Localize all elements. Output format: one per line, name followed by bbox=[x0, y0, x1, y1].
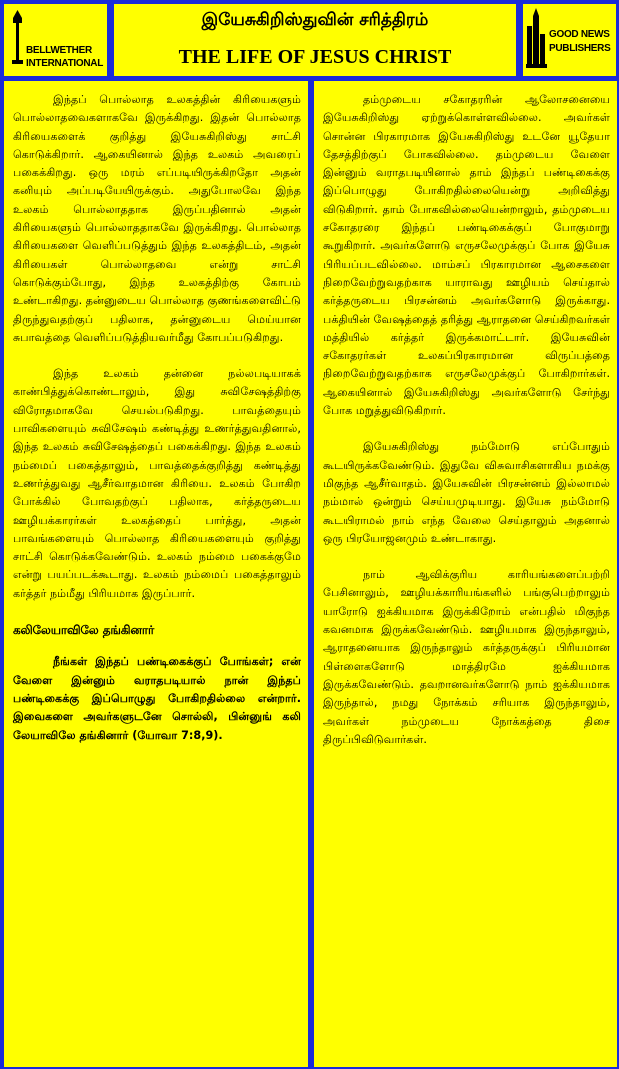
logo-line2: PUBLISHERS bbox=[549, 43, 611, 54]
title-banner bbox=[113, 3, 517, 77]
left-paragraph-1: இந்தப் பொல்லாத உலகத்தின் கிரியைகளும் பொல்லாதவைகளாகவே இருக்கிறது. இதன் பொல்லாத கிரியைகளைக் குறித்து இயேசுகிறிஸ்து சாட்சி கொடுக்கிறார். ஆகையினால் இந்த உலகம் அவரைப் பகைக்கிறது. ஒரு மரம் எப்படியிருக்கிறதோ அதன் கனியும் அப்படியேயிருக்கும். அதுபோலவே இந்த உலகம் பொல்லாததாக இருப்பதினால் அதன் கிரியைகளும் பொல்லாததாகவே இருக்கிறது. பொல்லாத கிரியைகளை வெளிப்படுத்தும் இந்த உலகத்திடம், அதன் கிரியைகள் பொல்லாதவை என்று சாட்சி கொடுக்கும்போது, இந்த உலகத்திற்கு கோபம் உண்டாகிறது. தன்னுடைய பொல்லாத குணங்களைவிட்டு திருந்துவதற்குப் பதிலாக, தன்னுடைய மெய்யான சுபாவத்தை வெளிப்படுத்தியவர்மீது கோபப்படுகிறது. bbox=[13, 93, 301, 344]
title-tamil: இயேசுகிறிஸ்துவின் சரித்திரம் bbox=[201, 10, 429, 30]
logo-line1: GOOD NEWS bbox=[549, 29, 610, 40]
title-english: THE LIFE OF JESUS CHRIST bbox=[178, 46, 452, 68]
right-paragraph-1: தம்முடைய சகோதரரின் ஆலோசனையை இயேசுகிறிஸ்து ஏற்றுக்கொள்ளவில்லை. அவர்கள் சொன்ன பிரகாரமாக இயேசுகிறிஸ்து உடனே யூதேயா தேசத்திற்குப் போகவில்லை. தம்முடைய வேளை இன்னும் வராதபடியினால் தாம் இந்தப் பண்டிகைக்கு இப்பொழுது போகிறதில்லையென்று அறிவித்து விடுகிறார். தாம் போகவில்லையென்றாலும், தம்முடைய சகோதரரை இந்தப் பண்டிகைக்குப் போகுமாறு கூறுகிறார். அவர்களோடு எருசலேமுக்குப் போக இயேசு பிரியப்படவில்லை. மாம்சப் பிரகாரமான ஆசைகளை நிறைவேற்றுவதற்காக யாராவது ஊழியம் செய்தால் கர்த்தருடைய பிரசன்னம் அவர்களோடு இருக்காது. பக்தியின் வேஷத்தைத் தரித்து ஆராதனை செய்கிறவர்கள் மத்தியில் கர்த்தர் இருக்கமாட்டார். இயேசுவின் சகோதரர்கள் உலகப்பிரகாரமான விருப்பத்தை நிறைவேற்றுவதற்காக எருசலேமுக்குப் போகிறார்கள். ஆகையினால் இயேசுகிறிஸ்து அவர்களோடு சேர்ந்து போக மறுத்துவிடுகிறார். bbox=[323, 93, 610, 418]
section-heading: கலிலேயாவிலே தங்கினார் bbox=[13, 623, 155, 638]
left-column bbox=[3, 80, 309, 1068]
right-paragraph-2: இயேசுகிறிஸ்து நம்மோடு எப்போதும் கூடயிருக்கவேண்டும். இதுவே விசுவாசிகளாகிய நமக்கு மிகுந்த ஆசீர்வாதம். இயேசுவின் பிரசன்னம் இல்லாமல் நம்மால் ஒன்றும் செய்யமுடியாது. இயேசு நம்மோடு கூடயிராமல் நாம் எந்த வேலை செய்தாலும் அதனால் ஒரு பிரயோஜனமும் உண்டாகாது. bbox=[323, 440, 610, 545]
right-column bbox=[313, 80, 618, 1068]
good-news-logo bbox=[522, 3, 617, 77]
scripture-quote: நீங்கள் இந்தப் பண்டிகைக்குப் போங்கள்; என் வேளை இன்னும் வராதபடியால் நான் இந்தப் பண்டிகைக்கு இப்பொழுது போகிறதில்லை என்றார். இவைகளை அவர்களுடனே சொல்லி, பின்னுங் கலி லேயாவிலே தங்கினார் (யோவா 7:8,9). bbox=[13, 655, 301, 742]
right-paragraph-3: நாம் ஆவிக்குரிய காரியங்களைப்பற்றி பேசினாலும், ஊழியக்காரியங்களில் பங்குபெற்றாலும் யாரோடு ஐக்கியமாக இருக்கிறோம் என்பதில் மிகுந்த கவனமாக இருக்கவேண்டும். ஊழியமாக இருந்தாலும், ஆராதனையாக இருந்தாலும் கர்த்தருக்குப் பிரியமான பிள்ளைகளோடு மாத்திரமே ஐக்கியமாக இருக்கவேண்டும். தவறானவர்களோடு நாம் ஐக்கியமாக இருந்தால், நமது நோக்கம் சரியாக இருந்தாலும், அவர்கள் நம்முடைய நோக்கத்தை திசை திருப்பிவிடுவார்கள். bbox=[323, 568, 610, 746]
logo-line1: BELLWETHER bbox=[26, 45, 92, 56]
logo-line2: INTERNATIONAL bbox=[26, 58, 104, 69]
bellwether-logo bbox=[3, 3, 108, 77]
left-paragraph-2: இந்த உலகம் தன்னை நல்லபடியாகக் காண்பித்துக்கொண்டாலும், இது சுவிசேஷத்திற்கு விரோதமாகவே செயல்படுகிறது. பாவத்தையும் பாவிகளையும் சுவிசேஷம் கண்டித்து உணர்த்துவதினால், இந்த உலகம் சுவிசேஷத்தைப் பகைக்கிறது. இந்த உலகம் நம்மைப் பகைத்தாலும், பாவத்தைக்குறித்து கண்டித்து உணர்த்துவது ஆசீர்வாதமான கிரியை. உலகம் போகிற போக்கில் போவதற்குப் பதிலாக, கர்த்தருடைய ஊழியக்காரர்கள் உலகத்தைப் பார்த்து, அதன் பாவங்களையும் பொல்லாத கிரியைகளையும் குறித்து சாட்சி கொடுக்கவேண்டும். உலகம் நம்மை பகைக்குமே என்று பயப்படக்கூடாது. உலகம் நம்மைப் பகைத்தாலும் கர்த்தர் நம்மீது பிரியமாக இருப்பார். bbox=[13, 367, 301, 600]
